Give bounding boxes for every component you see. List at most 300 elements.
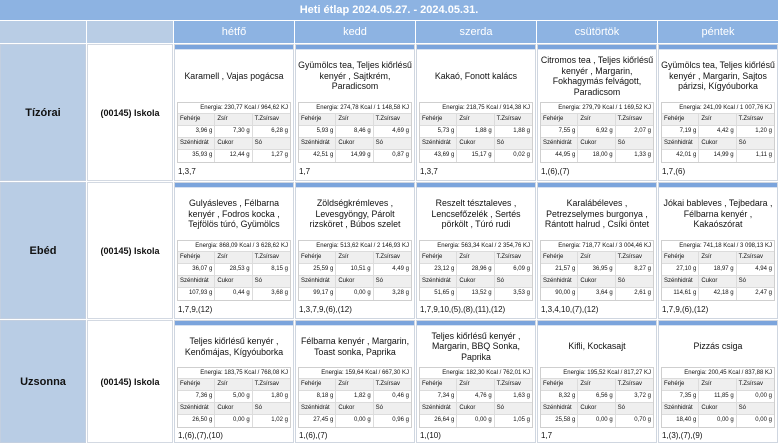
allergen-codes: 1,3,7,9,(6),(12) [299,305,352,314]
protein-value: 7,19 g [662,126,699,137]
nutrition-value-row [420,391,532,403]
menu-cell-ebed-kedd [295,182,415,319]
saturated-fat-value: 8,15 g [271,266,288,272]
food-text: Teljes kiőrlésű kenyér , Margarin, BBQ Sonka, Paprika [431,330,521,362]
carbohydrate-label: Szénhidrát [178,276,215,287]
nutrition-label-row [662,138,774,150]
fat-label: Zsír [215,252,252,263]
food-items [296,50,414,102]
nutrition-table [419,102,533,163]
salt-value: 0,96 g [392,417,409,423]
fat-label: Zsír [699,252,736,263]
salt-label: Só [375,405,383,411]
sugar-label: Cukor [215,403,252,414]
nutrition-label-row [299,114,411,126]
nutrition-label-row [662,403,774,415]
allergen-codes: 1,3,7 [178,167,196,176]
sugar-label: Cukor [457,276,494,287]
protein-label: Fehérje [662,252,699,263]
nutrition-label-row [662,252,774,264]
nutrition-label-row [178,138,290,150]
saturated-fat-value: 1,63 g [513,393,530,399]
saturated-fat-label: T.Zsírsav [738,381,763,387]
fat-label: Zsír [336,114,373,125]
nutrition-label-row [420,114,532,126]
sugar-label: Cukor [457,403,494,414]
salt-label: Só [254,140,262,146]
salt-label: Só [738,140,746,146]
nutrition-label-row [178,114,290,126]
sugar-label: Cukor [578,276,615,287]
energy-value: Energia: 230,77 Kcal / 964,62 KJ [178,103,290,114]
energy-value: Energia: 159,64 Kcal / 667,30 KJ [299,368,411,379]
saturated-fat-label: T.Zsírsav [496,254,521,260]
protein-label: Fehérje [299,252,336,263]
sugar-value: 13,52 g [457,288,494,300]
salt-value: 0,87 g [392,152,409,158]
salt-value: 0,00 g [755,417,772,423]
carbohydrate-label: Szénhidrát [299,138,336,149]
nutrition-label-row [299,138,411,150]
protein-value: 7,34 g [420,391,457,402]
energy-value: Energia: 513,62 Kcal / 2 146,93 KJ [299,241,411,252]
protein-value: 21,57 g [541,264,578,275]
menu-cell-uzsonna-pentek [658,320,778,443]
menu-cell-uzsonna-szerda [416,320,536,443]
energy-value: Energia: 741,18 Kcal / 3 098,13 KJ [662,241,774,252]
menu-cell-tizorai-szerda [416,44,536,181]
sugar-value: 0,00 g [699,415,736,427]
day-header-pentek: péntek [658,21,778,43]
sugar-label: Cukor [699,403,736,414]
carbohydrate-label: Szénhidrát [299,403,336,414]
food-text: Gyümölcs tea, Teljes kiőrlésű kenyér , Sajtkrém, Paradicsom [298,60,412,92]
nutrition-label-row [420,276,532,288]
nutrition-table [298,102,412,163]
allergen-codes: 1,7 [299,167,311,176]
salt-label: Só [617,140,625,146]
fat-value: 36,95 g [578,264,615,275]
saturated-fat-label: T.Zsírsav [738,116,763,122]
nutrition-label-row [541,379,653,391]
saturated-fat-value: 2,07 g [634,128,651,134]
sugar-value: 15,17 g [457,150,494,162]
nutrition-label-row [541,403,653,415]
saturated-fat-value: 6,28 g [271,128,288,134]
day-header-csutortok: csütörtök [537,21,657,43]
sugar-label: Cukor [215,276,252,287]
menu-cell-ebed-csutortok [537,182,657,319]
nutrition-label-row [662,276,774,288]
meal-label-tizorai: Tízórai [0,44,86,181]
carbohydrate-value: 26,64 g [420,415,457,427]
nutrition-value-row [420,264,532,276]
nutrition-table [177,367,291,428]
allergen-codes: 1,(10) [420,430,441,440]
saturated-fat-label: T.Zsírsav [617,116,642,122]
salt-value: 2,47 g [755,290,772,296]
food-text: Pizzás csiga [693,341,743,352]
nutrition-value-row [662,264,774,276]
fat-value: 5,00 g [215,391,252,402]
sugar-label: Cukor [457,138,494,149]
carbohydrate-label: Szénhidrát [662,138,699,149]
sugar-value: 0,00 g [215,415,252,427]
menu-cell-uzsonna-hetfo [174,320,294,443]
nutrition-label-row [662,379,774,391]
nutrition-value-row [299,288,411,300]
fat-label: Zsír [215,114,252,125]
salt-label: Só [375,140,383,146]
nutrition-value-row [420,150,532,162]
carbohydrate-label: Szénhidrát [420,403,457,414]
nutrition-label-row [299,276,411,288]
nutrition-table [661,367,775,428]
nutrition-table [177,240,291,301]
carbohydrate-label: Szénhidrát [299,276,336,287]
nutrition-label-row [541,276,653,288]
day-header-szerda: szerda [416,21,536,43]
energy-value: Energia: 200,45 Kcal / 837,88 KJ [662,368,774,379]
nutrition-value-row [420,415,532,427]
nutrition-table [177,102,291,163]
food-items [175,188,293,240]
menu-title: Heti étlap 2024.05.27. - 2024.05.31. [0,0,778,20]
allergen-codes: 1,7,9,(6),(12) [662,305,709,314]
protein-value: 7,55 g [541,126,578,137]
allergen-codes: 1,7,9,10,(5),(8),(11),(12) [420,305,506,314]
energy-value: Energia: 182,30 Kcal / 762,01 KJ [420,368,532,379]
carbohydrate-value: 99,17 g [299,288,336,300]
allergen-codes: 1,3,7 [420,167,438,176]
protein-value: 25,59 g [299,264,336,275]
nutrition-table [419,240,533,301]
saturated-fat-value: 4,49 g [392,266,409,272]
protein-label: Fehérje [541,379,578,390]
food-items [417,326,535,367]
fat-value: 10,51 g [336,264,373,275]
protein-label: Fehérje [299,379,336,390]
energy-value: Energia: 241,09 Kcal / 1 007,76 KJ [662,103,774,114]
food-text: Teljes kiőrlésű kenyér , Kenőmájas, Kígyóuborka [184,336,284,357]
saturated-fat-label: T.Zsírsav [254,381,279,387]
carbohydrate-value: 43,69 g [420,150,457,162]
protein-value: 8,18 g [299,391,336,402]
food-text: Kifli, Kockasajt [568,341,626,352]
sugar-label: Cukor [336,403,373,414]
salt-label: Só [617,278,625,284]
saturated-fat-value: 0,46 g [392,393,409,399]
food-items [175,50,293,102]
food-items [175,326,293,367]
carbohydrate-value: 42,51 g [299,150,336,162]
salt-value: 1,05 g [513,417,530,423]
saturated-fat-label: T.Zsírsav [375,116,400,122]
carbohydrate-value: 114,61 g [662,288,699,300]
energy-value: Energia: 718,77 Kcal / 3 004,46 KJ [541,241,653,252]
protein-label: Fehérje [662,114,699,125]
nutrition-label-row [420,252,532,264]
nutrition-label-row [662,114,774,126]
fat-label: Zsír [457,114,494,125]
food-text: Karalábéleves , Petrezselymes burgonya , Rántott halrud , Csíki öntet [544,198,650,230]
nutrition-table [661,102,775,163]
school-label-ebed: (00145) Iskola [87,182,173,319]
salt-value: 3,53 g [513,290,530,296]
fat-value: 6,56 g [578,391,615,402]
food-text: Kakaó, Fonott kalács [434,70,518,81]
school-label-uzsonna: (00145) Iskola [87,320,173,443]
food-items [538,326,656,367]
menu-cell-ebed-hetfo [174,182,294,319]
food-text: Reszelt tésztaleves , Lencsefőzelék , Sertés pörkölt , Túró rudi [431,198,521,230]
protein-value: 7,35 g [662,391,699,402]
nutrition-value-row [662,150,774,162]
nutrition-label-row [541,252,653,264]
nutrition-label-row [178,276,290,288]
protein-label: Fehérje [178,379,215,390]
carbohydrate-value: 90,00 g [541,288,578,300]
carbohydrate-value: 18,40 g [662,415,699,427]
allergen-codes: 1,7,9,(12) [178,305,213,314]
food-items [296,188,414,240]
protein-label: Fehérje [420,379,457,390]
fat-value: 28,53 g [215,264,252,275]
fat-value: 7,30 g [215,126,252,137]
nutrition-value-row [541,391,653,403]
carbohydrate-label: Szénhidrát [662,276,699,287]
protein-label: Fehérje [178,252,215,263]
protein-label: Fehérje [541,252,578,263]
fat-label: Zsír [699,379,736,390]
salt-value: 0,70 g [634,417,651,423]
food-text: Jókai bableves , Tejbedara , Félbarna kenyér , Kakaószórat [663,198,773,230]
fat-value: 6,92 g [578,126,615,137]
header-corner-meal [0,21,86,43]
energy-value: Energia: 274,78 Kcal / 1 148,58 KJ [299,103,411,114]
salt-label: Só [254,405,262,411]
sugar-label: Cukor [578,403,615,414]
protein-value: 3,96 g [178,126,215,137]
carbohydrate-label: Szénhidrát [541,138,578,149]
carbohydrate-value: 27,45 g [299,415,336,427]
food-items [538,188,656,240]
day-header-hetfo: hétfő [174,21,294,43]
carbohydrate-label: Szénhidrát [541,276,578,287]
salt-value: 1,02 g [271,417,288,423]
menu-cell-uzsonna-csutortok [537,320,657,443]
protein-value: 7,36 g [178,391,215,402]
sugar-label: Cukor [699,276,736,287]
carbohydrate-value: 25,58 g [541,415,578,427]
fat-value: 4,76 g [457,391,494,402]
sugar-value: 14,99 g [336,150,373,162]
protein-value: 23,12 g [420,264,457,275]
sugar-label: Cukor [578,138,615,149]
carbohydrate-value: 44,95 g [541,150,578,162]
nutrition-label-row [178,252,290,264]
salt-label: Só [375,278,383,284]
saturated-fat-label: T.Zsírsav [496,116,521,122]
saturated-fat-label: T.Zsírsav [254,116,279,122]
meal-label-ebed: Ebéd [0,182,86,319]
menu-cell-tizorai-pentek [658,44,778,181]
nutrition-value-row [178,288,290,300]
food-items [659,326,777,367]
nutrition-value-row [299,391,411,403]
protein-label: Fehérje [420,252,457,263]
sugar-value: 12,44 g [215,150,252,162]
salt-label: Só [738,405,746,411]
food-items [417,50,535,102]
nutrition-table [540,367,654,428]
saturated-fat-label: T.Zsírsav [496,381,521,387]
nutrition-value-row [420,288,532,300]
fat-label: Zsír [336,379,373,390]
carbohydrate-label: Szénhidrát [420,276,457,287]
nutrition-label-row [420,379,532,391]
food-items [659,50,777,102]
sugar-label: Cukor [336,138,373,149]
nutrition-label-row [178,403,290,415]
salt-value: 0,02 g [513,152,530,158]
nutrition-value-row [541,150,653,162]
carbohydrate-value: 35,93 g [178,150,215,162]
protein-label: Fehérje [420,114,457,125]
salt-value: 3,68 g [271,290,288,296]
carbohydrate-value: 42,01 g [662,150,699,162]
salt-value: 1,33 g [634,152,651,158]
saturated-fat-value: 8,27 g [634,266,651,272]
sugar-value: 0,00 g [578,415,615,427]
nutrition-label-row [299,252,411,264]
fat-label: Zsír [457,252,494,263]
fat-value: 1,88 g [457,126,494,137]
fat-value: 11,85 g [699,391,736,402]
nutrition-value-row [541,415,653,427]
food-text: Gyümölcs tea, Teljes kiőrlésű kenyér , Margarin, Sajtos párizsi, Kígyóuborka [661,60,775,92]
salt-label: Só [617,405,625,411]
carbohydrate-value: 26,50 g [178,415,215,427]
carbohydrate-label: Szénhidrát [541,403,578,414]
nutrition-value-row [662,288,774,300]
protein-value: 5,93 g [299,126,336,137]
protein-value: 36,07 g [178,264,215,275]
saturated-fat-label: T.Zsírsav [375,254,400,260]
fat-value: 18,97 g [699,264,736,275]
fat-value: 4,42 g [699,126,736,137]
energy-value: Energia: 868,09 Kcal / 3 628,62 KJ [178,241,290,252]
fat-value: 1,82 g [336,391,373,402]
carbohydrate-label: Szénhidrát [420,138,457,149]
nutrition-value-row [541,288,653,300]
salt-label: Só [254,278,262,284]
nutrition-label-row [420,403,532,415]
nutrition-value-row [178,150,290,162]
nutrition-label-row [299,379,411,391]
nutrition-value-row [299,415,411,427]
sugar-value: 42,18 g [699,288,736,300]
nutrition-value-row [541,264,653,276]
nutrition-table [540,102,654,163]
nutrition-value-row [299,264,411,276]
fat-label: Zsír [699,114,736,125]
protein-value: 27,10 g [662,264,699,275]
salt-value: 3,28 g [392,290,409,296]
header-corner-school [87,21,173,43]
food-text: Gulyásleves , Félbarna kenyér , Fodros kocka , Tejfölös túró, Gyümölcs [188,198,280,230]
food-items [296,326,414,367]
fat-label: Zsír [578,114,615,125]
saturated-fat-value: 1,80 g [271,393,288,399]
saturated-fat-value: 4,69 g [392,128,409,134]
saturated-fat-value: 0,00 g [755,393,772,399]
energy-value: Energia: 183,75 Kcal / 768,08 KJ [178,368,290,379]
sugar-label: Cukor [215,138,252,149]
nutrition-label-row [541,138,653,150]
menu-cell-tizorai-csutortok [537,44,657,181]
nutrition-value-row [541,126,653,138]
carbohydrate-value: 107,93 g [178,288,215,300]
school-label-tizorai: (00145) Iskola [87,44,173,181]
nutrition-label-row [420,138,532,150]
salt-label: Só [496,278,504,284]
carbohydrate-label: Szénhidrát [178,403,215,414]
protein-label: Fehérje [178,114,215,125]
protein-value: 5,73 g [420,126,457,137]
sugar-value: 0,00 g [336,415,373,427]
carbohydrate-label: Szénhidrát [178,138,215,149]
menu-cell-tizorai-hetfo [174,44,294,181]
saturated-fat-label: T.Zsírsav [254,254,279,260]
energy-value: Energia: 563,34 Kcal / 2 354,76 KJ [420,241,532,252]
saturated-fat-label: T.Zsírsav [617,254,642,260]
nutrition-value-row [299,126,411,138]
saturated-fat-value: 4,94 g [755,266,772,272]
food-items [417,188,535,240]
menu-cell-tizorai-kedd [295,44,415,181]
sugar-value: 0,00 g [336,288,373,300]
energy-value: Energia: 279,79 Kcal / 1 169,52 KJ [541,103,653,114]
nutrition-value-row [178,391,290,403]
allergen-codes: 1,(6),(7),(10) [178,430,223,440]
allergen-codes: 1,(6),(7) [299,430,328,440]
protein-label: Fehérje [662,379,699,390]
meal-label-uzsonna: Uzsonna [0,320,86,443]
nutrition-value-row [662,126,774,138]
protein-label: Fehérje [541,114,578,125]
allergen-codes: 1,3,4,10,(7),(12) [541,305,599,314]
sugar-value: 3,64 g [578,288,615,300]
allergen-codes: 1,(3),(7),(9) [662,430,703,440]
nutrition-label-row [178,379,290,391]
menu-cell-ebed-pentek [658,182,778,319]
salt-label: Só [738,278,746,284]
nutrition-value-row [178,126,290,138]
fat-value: 28,96 g [457,264,494,275]
saturated-fat-label: T.Zsírsav [617,381,642,387]
salt-value: 2,61 g [634,290,651,296]
menu-cell-ebed-szerda [416,182,536,319]
fat-label: Zsír [457,379,494,390]
food-items [538,50,656,102]
salt-label: Só [496,405,504,411]
sugar-label: Cukor [336,276,373,287]
nutrition-value-row [420,126,532,138]
food-text: Karamell , Vajas pogácsa [184,70,284,81]
nutrition-value-row [178,415,290,427]
saturated-fat-label: T.Zsírsav [738,254,763,260]
